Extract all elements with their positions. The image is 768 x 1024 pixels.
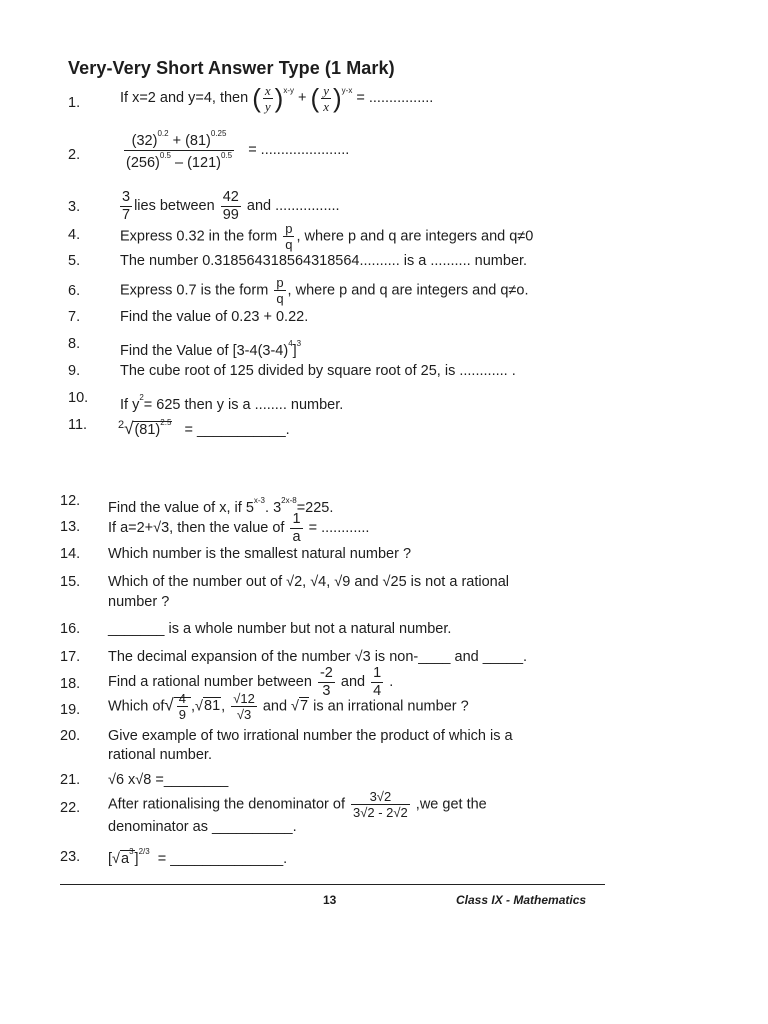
- question-number: 17.: [60, 649, 81, 665]
- question-1: If x=2 and y=4, then ( $\frac{x}{y}$ )$^{x-y}$ + ( $\frac{y}{x}$ )$^{y-x}$ = ................: [120, 82, 434, 114]
- question-number: 20.: [60, 728, 81, 744]
- question-number: 22.: [60, 800, 81, 816]
- question-17: The decimal expansion of the number √3 is non-____ and _____.: [108, 649, 528, 665]
- question-7: Find the value of 0.23 + 0.22.: [120, 309, 309, 325]
- question-20: Give example of two irrational number the product of which is a: [108, 728, 513, 744]
- question-number: 23.: [60, 849, 81, 865]
- question-number: 18.: [60, 676, 81, 692]
- question-number: 3.: [68, 199, 81, 215]
- question-number: 9.: [68, 363, 81, 379]
- question-number: 1.: [68, 95, 81, 111]
- question-number: 5.: [68, 253, 81, 269]
- question-number: 19.: [60, 702, 81, 718]
- question-22: After rationalising the denominator of $\frac{3√2}{3√2 - 2√2}$ ,we get the: [108, 789, 487, 820]
- question-number: 12.: [60, 493, 81, 509]
- question-number: 16.: [60, 621, 81, 637]
- question-number: 14.: [60, 546, 81, 562]
- question-13: If a=2+√3, then the value of $\frac{1}{a}$ = ............: [108, 511, 370, 545]
- question-number: 13.: [60, 519, 81, 535]
- question-11: $^2√(81)^{2.5}$ = ___________.: [118, 418, 290, 438]
- question-22-cont: denominator as __________.: [108, 819, 297, 835]
- question-12: Find the value of x, if 5$^{x-3}$. $3^{2x-8}=225$.: [108, 496, 334, 516]
- question-10: If $y^2= 625$ then y is a ........ number.: [120, 393, 344, 413]
- question-number: 6.: [68, 283, 81, 299]
- question-number: 8.: [68, 336, 81, 352]
- question-20-cont: rational number.: [108, 747, 212, 763]
- question-6: Express 0.7 is the form $\frac{p}{q}$ , where p and q are integers and q≠o.: [120, 275, 529, 306]
- page-number: 13: [323, 893, 337, 907]
- question-2: $\frac{(32)^{0.2} + (81)^{0.25}}{(256)^{0.5} - (121)^{0.5}}$ = ......................: [126, 129, 350, 171]
- question-4: Express 0.32 in the form $\frac{p}{q}$ , where p and q are integers and q≠0: [120, 221, 534, 252]
- question-number: 15.: [60, 574, 81, 590]
- question-number: 2.: [68, 147, 81, 163]
- question-14: Which number is the smallest natural number ?: [108, 546, 412, 562]
- question-15: Which of the number out of √2, √4, √9 and √25 is not a rational: [108, 574, 510, 590]
- question-number: 21.: [60, 772, 81, 788]
- question-number: 4.: [68, 227, 81, 243]
- question-number: 11.: [68, 417, 88, 433]
- question-16: _______ is a whole number but not a natural number.: [108, 621, 452, 637]
- question-23: $[√a^3]^{2/3}$ = ______________.: [108, 847, 288, 867]
- question-number: 10.: [68, 390, 89, 406]
- question-15-cont: number ?: [108, 594, 170, 610]
- footer-class-label: Class IX - Mathematics: [456, 893, 587, 907]
- question-number: 7.: [68, 309, 81, 325]
- question-18: Find a rational number between $\frac{-2}{3}$ and $\frac{1}{4}$ .: [108, 665, 394, 699]
- question-8: Find the Value of $[3-4(3-4)^4]^3$: [120, 339, 302, 359]
- section-heading: Very-Very Short Answer Type (1 Mark): [68, 58, 395, 78]
- question-3: $\frac{3}{7}$ lies between $\frac{42}{99}$ and ................: [122, 189, 340, 223]
- question-5: The number 0.318564318564318564.......... is a .......... number.: [120, 253, 528, 269]
- footer-divider: [60, 884, 605, 885]
- question-21: √6 x√8 =________: [108, 772, 229, 788]
- question-19: Which of√ $\frac{4}{9}$ ,√81, $\frac{√12}{√3}$ and √7 is an irrational number ?: [108, 691, 469, 722]
- question-9: The cube root of 125 divided by square root of 25, is ............ .: [120, 363, 516, 379]
